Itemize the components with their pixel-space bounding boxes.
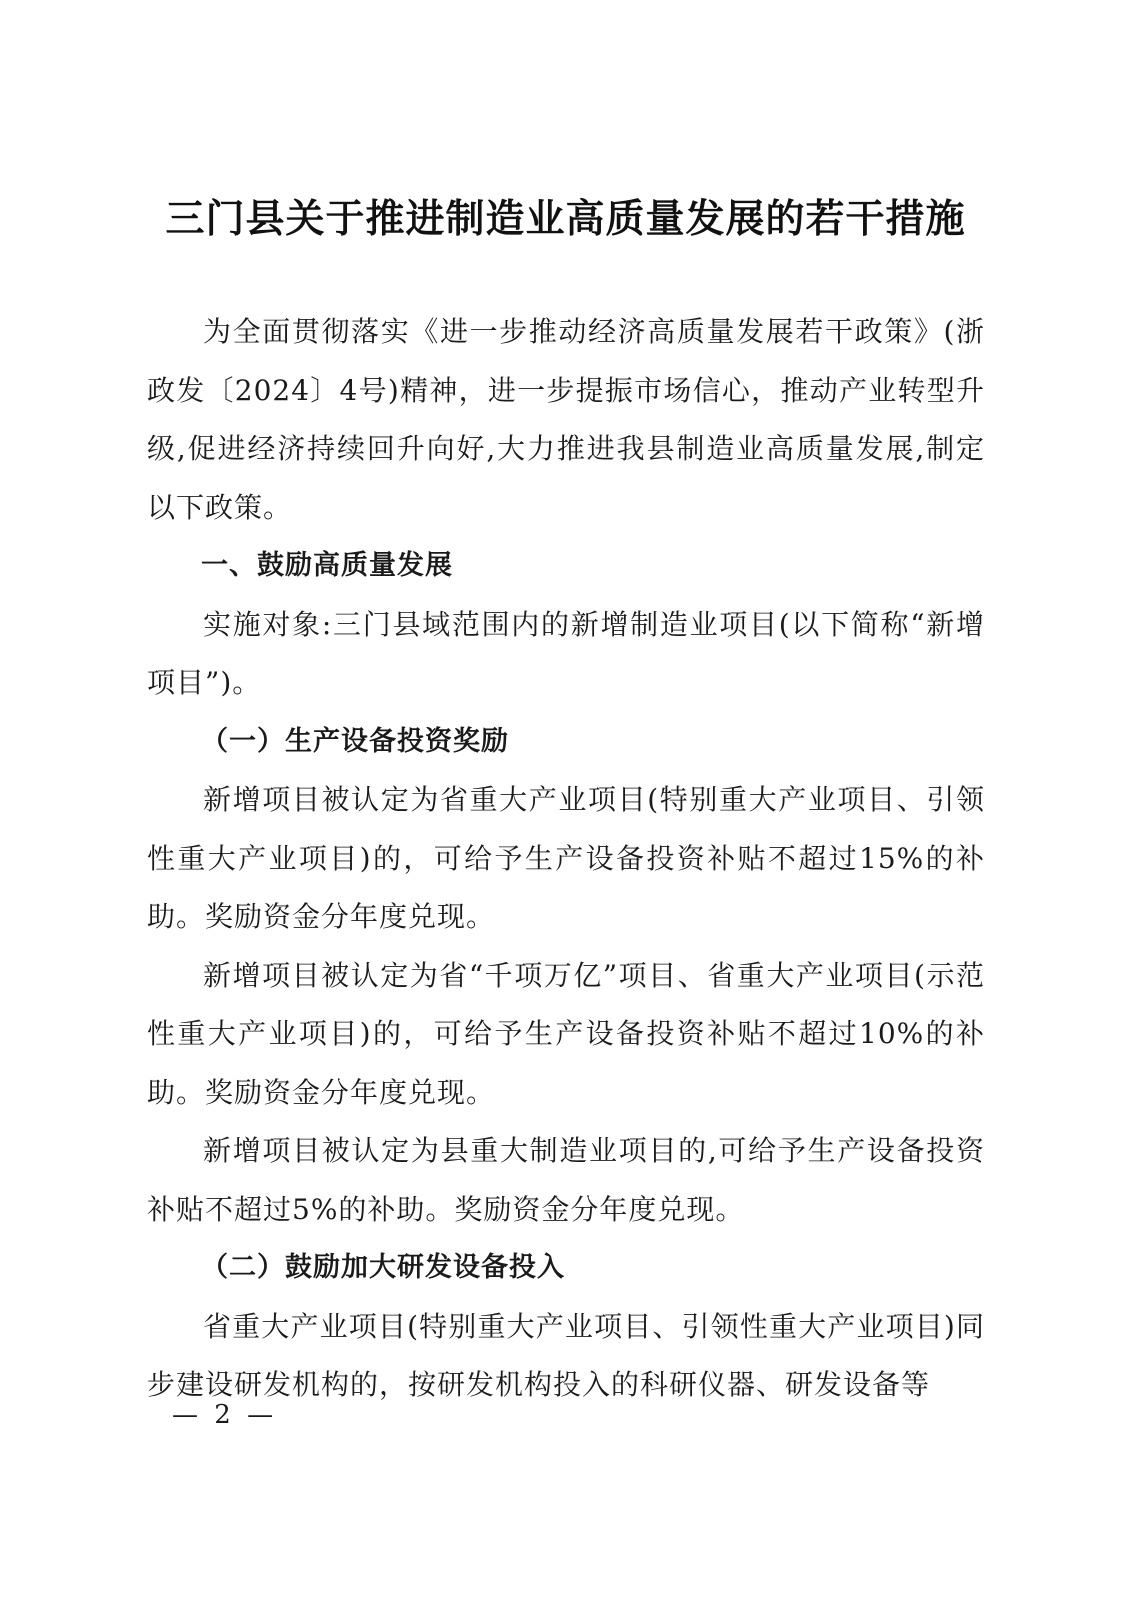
- page-number: — 2 —: [172, 1400, 278, 1430]
- subsection-heading-2: （二）鼓励加大研发设备投入: [201, 1252, 565, 1283]
- subsection-1-paragraph-2: 新增项目被认定为省“千项万亿”项目、省重大产业项目(示范性重大产业项目)的，可给予生产设备投资补贴不超过10%的补助。奖励资金分年度兑现。: [147, 958, 985, 1109]
- subsection-2-paragraph-1: 省重大产业项目(特别重大产业项目、引领性重大产业项目)同步建设研发机构的，按研发机构投入的科研仪器、研发设备等: [147, 1309, 985, 1401]
- subsection-1-paragraph-3: 新增项目被认定为县重大制造业项目的,可给予生产设备投资补贴不超过5%的补助。奖励资金分年度兑现。: [147, 1134, 985, 1226]
- section-heading-1: 一、鼓励高质量发展: [201, 550, 453, 581]
- subsection-heading-1: （一）生产设备投资奖励: [201, 725, 509, 757]
- scope-paragraph: 实施对象:三门县域范围内的新增制造业项目(以下简称“新增项目”)。: [147, 607, 985, 699]
- document-body: [147, 303, 985, 1415]
- intro-paragraph: 为全面贯彻落实《进一步推动经济高质量发展若干政策》(浙政发〔2024〕4号)精神，进一步提振市场信心，推动产业转型升级,促进经济持续回升向好,大力推进我县制造业高质量发展,制定以下政策。: [147, 315, 985, 524]
- subsection-1-paragraph-1: 新增项目被认定为省重大产业项目(特别重大产业项目、引领性重大产业项目)的，可给予生产设备投资补贴不超过15%的补助。奖励资金分年度兑现。: [147, 783, 985, 933]
- document-title: 三门县关于推进制造业高质量发展的若干措施: [165, 196, 966, 242]
